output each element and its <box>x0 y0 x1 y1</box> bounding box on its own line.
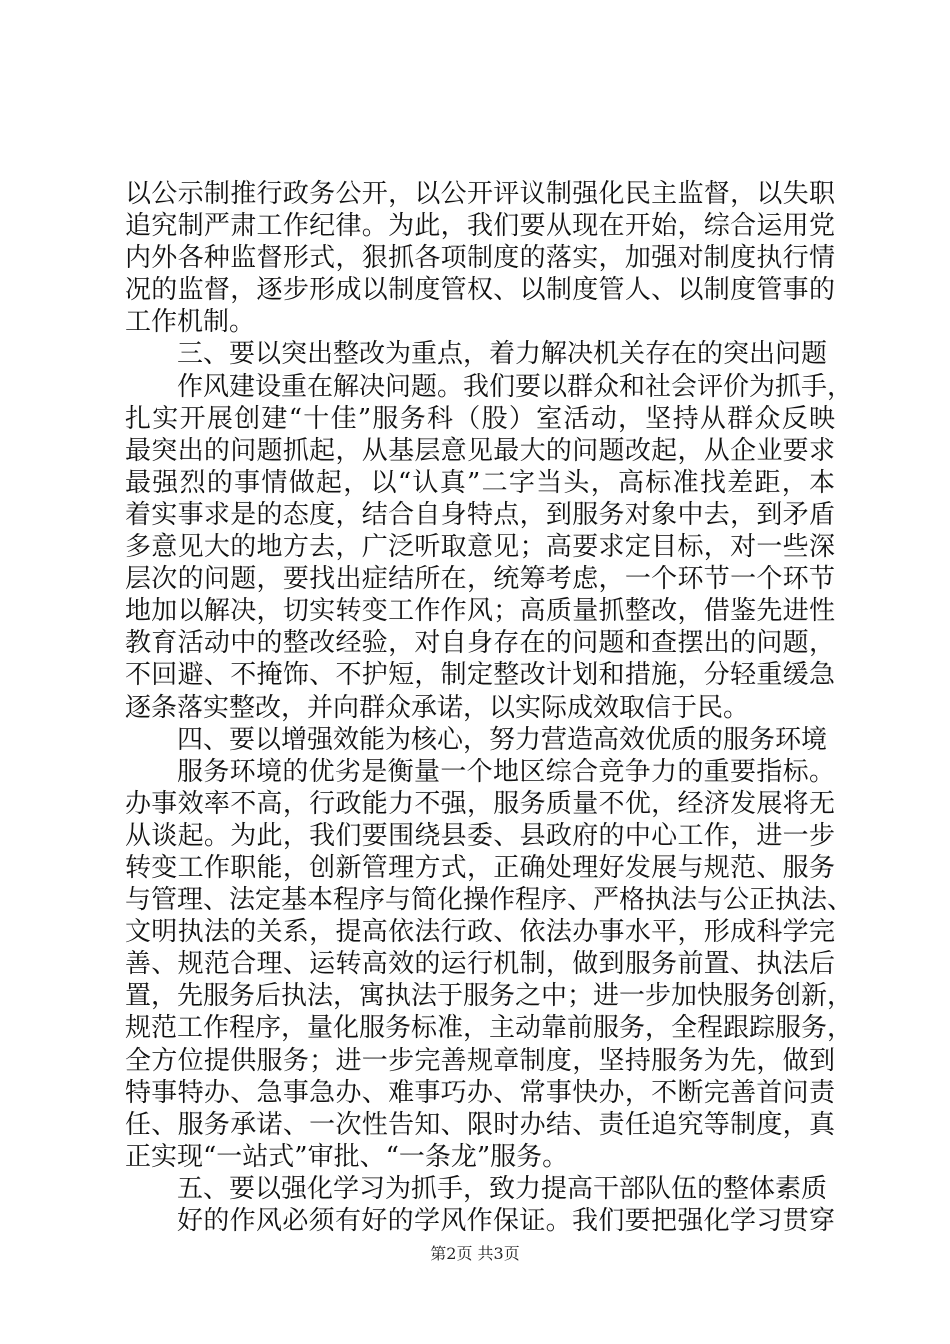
text-line: 规范工作程序，量化服务标准，主动靠前服务，全程跟踪服务， <box>125 1013 854 1044</box>
text-line: 从谈起。为此，我们要围绕县委、县政府的中心工作，进一步 <box>125 820 835 851</box>
text-line: 最突出的问题抓起，从基层意见最大的问题改起，从企业要求 <box>125 435 835 466</box>
text-line: 文明执法的关系，提高依法行政、依法办事水平，形成科学完 <box>125 917 835 948</box>
text-line: 地加以解决，切实转变工作作风；高质量抓整改，借鉴先进性 <box>125 596 835 627</box>
text-line: 全方位提供服务；进一步完善规章制度，坚持服务为先，做到 <box>125 1045 835 1076</box>
text-line: 善、规范合理、运转高效的运行机制，做到服务前置、执法后 <box>125 949 835 980</box>
text-line: 好的作风必须有好的学风作保证。我们要把强化学习贯穿 <box>177 1206 835 1236</box>
text-line: 任、服务承诺、一次性告知、限时办结、责任追究等制度，真 <box>125 1109 835 1140</box>
text-line: 作风建设重在解决问题。我们要以群众和社会评价为抓手， <box>177 371 854 402</box>
text-line: 转变工作职能，创新管理方式，正确处理好发展与规范、服务 <box>125 852 835 883</box>
text-line: 最强烈的事情做起，以“认真”二字当头，高标准找差距，本 <box>125 467 835 498</box>
text-line: 教育活动中的整改经验，对自身存在的问题和查摆出的问题， <box>125 628 835 659</box>
text-line: 四、要以增强效能为核心，努力营造高效优质的服务环境 <box>177 724 828 755</box>
text-line: 内外各种监督形式，狠抓各项制度的落实，加强对制度执行情 <box>125 243 835 274</box>
text-line: 以公示制推行政务公开，以公开评议制强化民主监督，以失职 <box>125 179 835 209</box>
text-line: 正实现“一站式”审批、“一条龙”服务。 <box>125 1141 569 1172</box>
text-line: 置，先服务后执法，寓执法于服务之中；进一步加快服务创新， <box>125 981 854 1012</box>
text-line: 工作机制。 <box>125 307 256 338</box>
document-body <box>125 178 854 1237</box>
text-line: 况的监督，逐步形成以制度管权、以制度管人、以制度管事的 <box>125 275 835 306</box>
page-footer: 第2页 共3页 <box>430 1244 520 1263</box>
text-line: 五、要以强化学习为抓手，致力提高干部队伍的整体素质 <box>177 1173 828 1204</box>
text-line: 层次的问题，要找出症结所在，统筹考虑，一个环节一个环节 <box>125 564 835 595</box>
text-line: 与管理、法定基本程序与简化操作程序、严格执法与公正执法、 <box>125 885 854 916</box>
text-line: 扎实开展创建“十佳”服务科（股）室活动，坚持从群众反映 <box>125 403 835 434</box>
text-line: 特事特办、急事急办、难事巧办、常事快办，不断完善首问责 <box>125 1077 835 1108</box>
text-line: 追究制严肃工作纪律。为此，我们要从现在开始，综合运用党 <box>125 211 835 242</box>
text-line: 多意见大的地方去，广泛听取意见；高要求定目标，对一些深 <box>125 532 835 563</box>
text-line: 办事效率不高，行政能力不强，服务质量不优，经济发展将无 <box>125 788 835 819</box>
text-line: 着实事求是的态度，结合自身特点，到服务对象中去，到矛盾 <box>125 499 835 530</box>
text-line: 三、要以突出整改为重点，着力解决机关存在的突出问题 <box>177 339 828 370</box>
text-line: 服务环境的优劣是衡量一个地区综合竞争力的重要指标。 <box>177 756 835 787</box>
text-line: 不回避、不掩饰、不护短，制定整改计划和措施，分轻重缓急 <box>125 660 835 691</box>
text-line: 逐条落实整改，并向群众承诺，以实际成效取信于民。 <box>125 692 750 723</box>
